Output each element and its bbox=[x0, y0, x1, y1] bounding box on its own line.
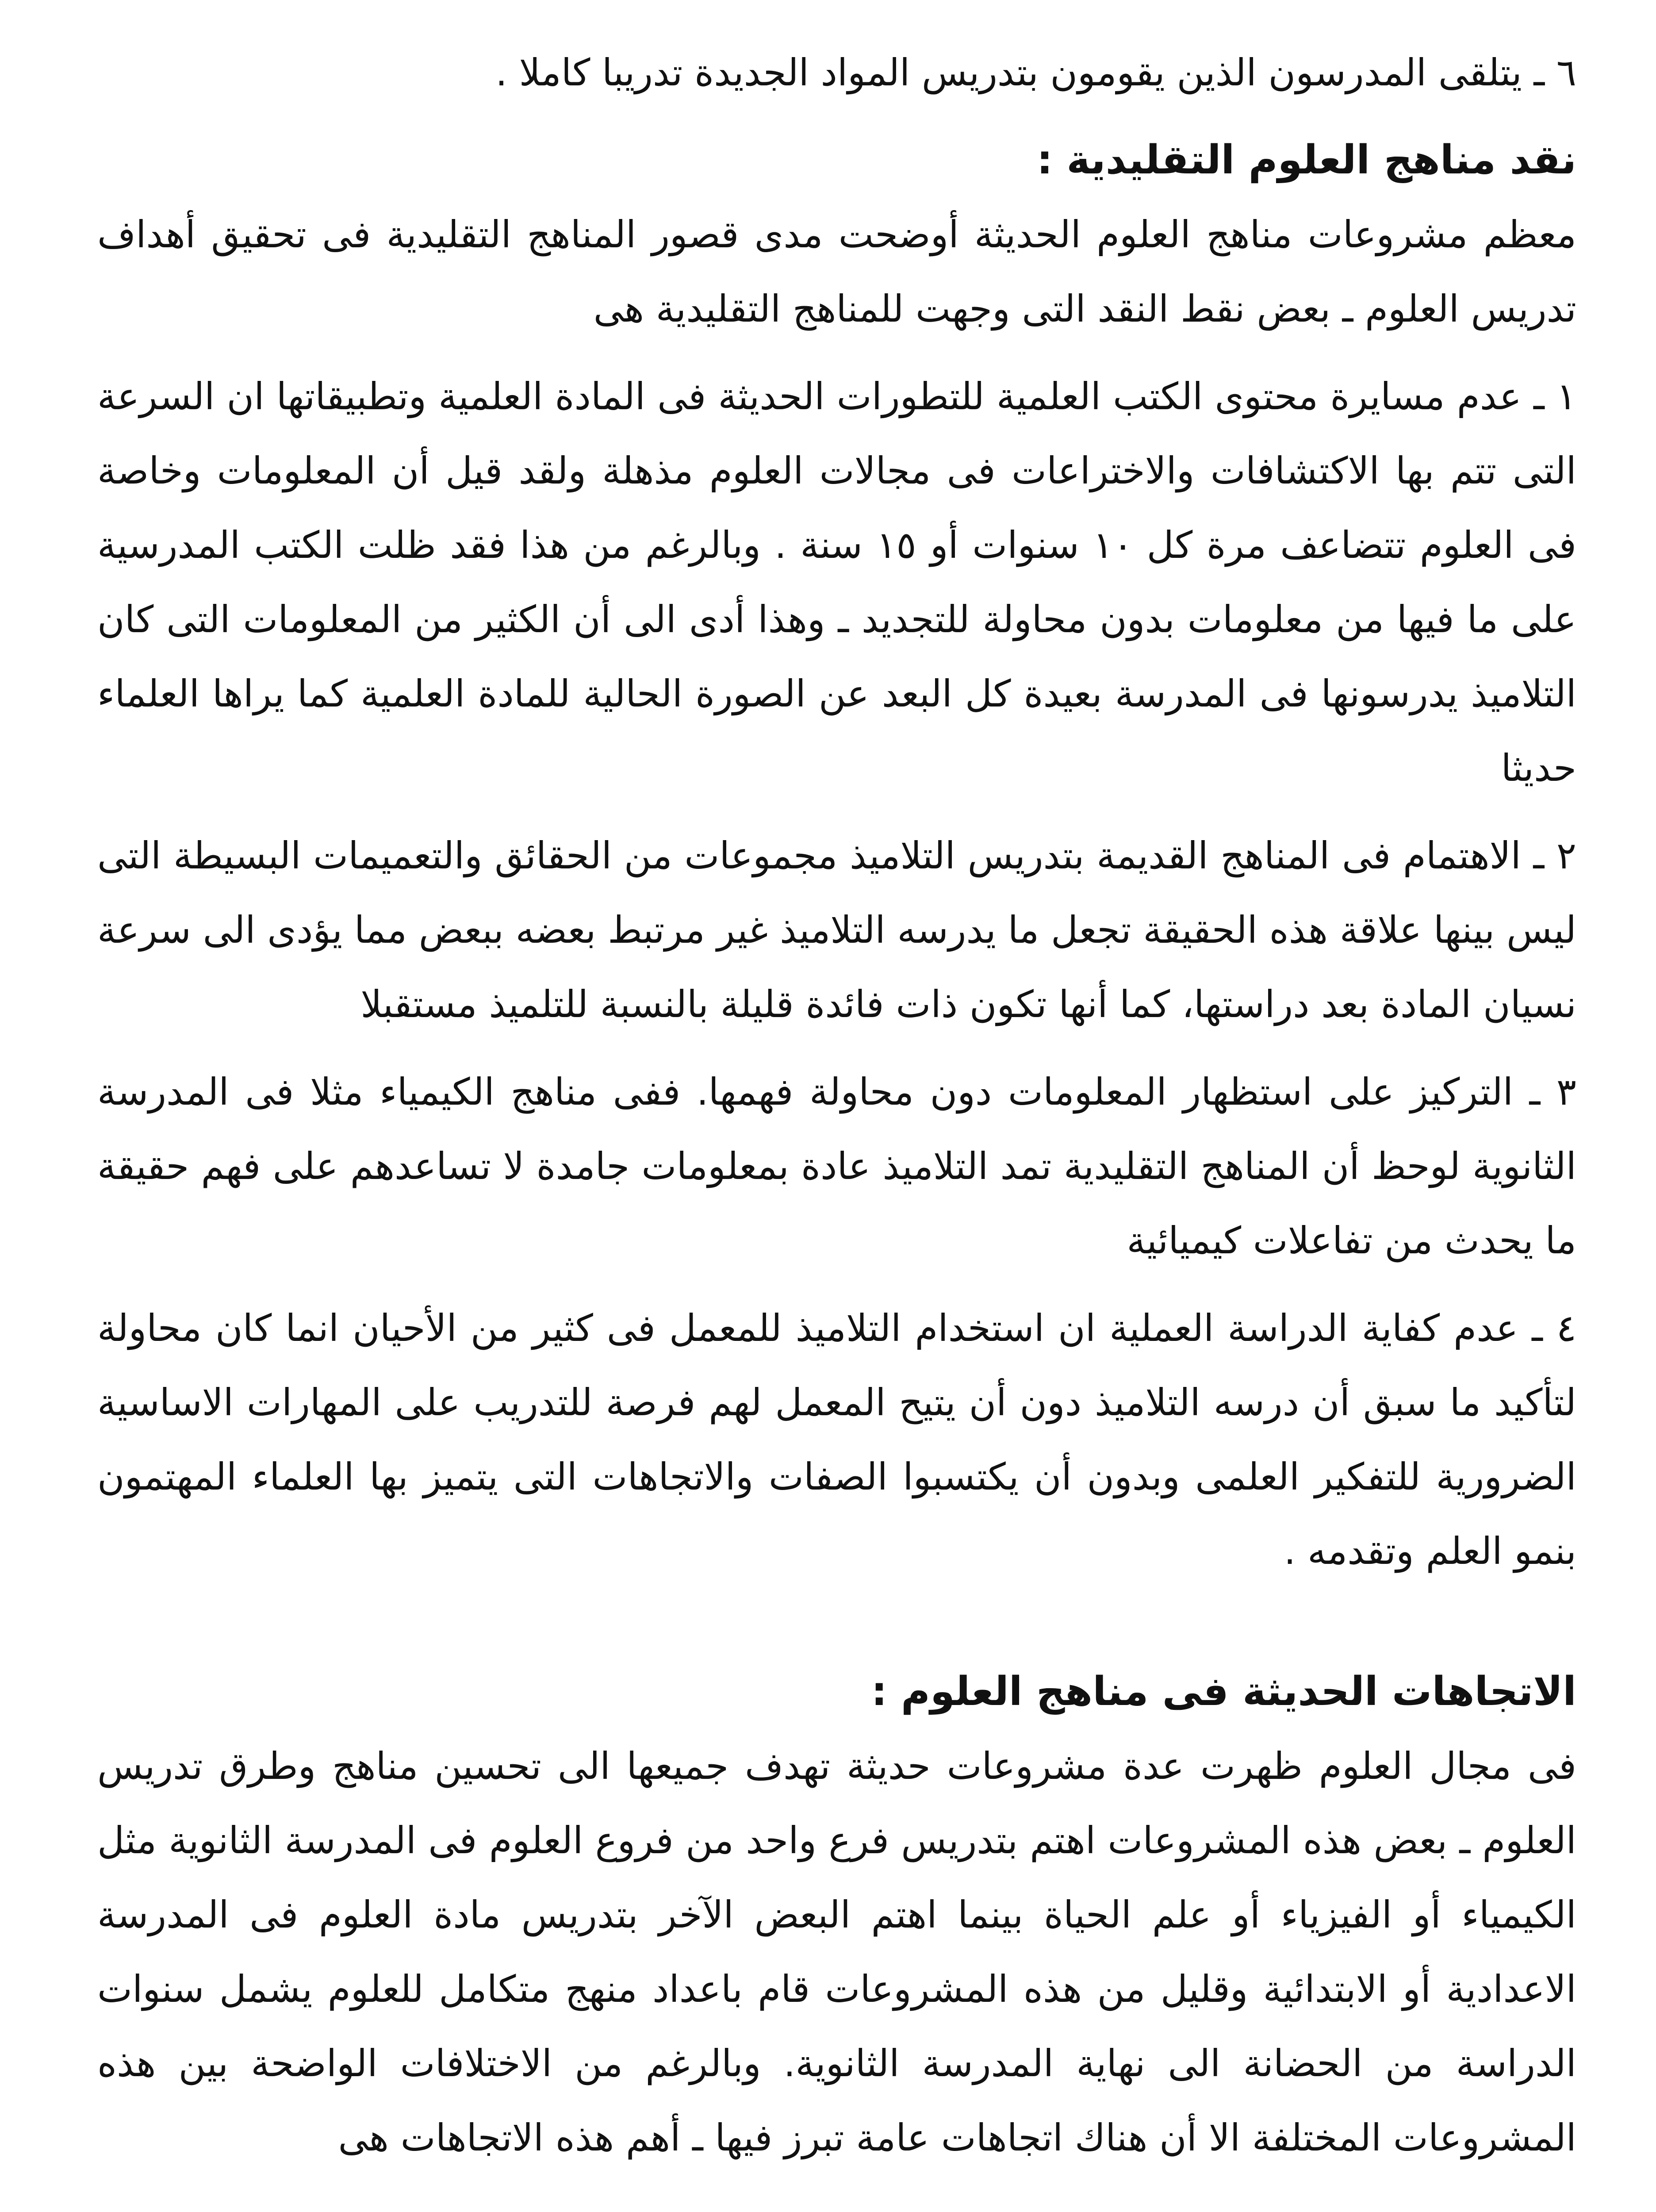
list-item-1: ١ ـ عدم مسايرة محتوى الكتب العلمية للتطورات الحديثة فى المادة العلمية وتطبيقاتها ان السرعة التى تتم بها الاكتشافات والاختراعات فى مجالات العلوم مذهلة ولقد قيل أن المعلومات وخاصة فى العلوم تتضاعف مرة كل ١٠ سنوات أو ١٥ سنة . وبالرغم من هذا فقد ظلت الكتب المدرسية على ما فيها من معلومات بدون محاولة للتجديد ـ وهذا أدى الى أن الكثير من المعلومات التى كان التلاميذ يدرسونها فى المدرسة بعيدة كل البعد عن الصورة الحالية للمادة العلمية كما يراها العلماء حديثا bbox=[97, 375, 1577, 790]
section-intro-paragraph: معظم مشروعات مناهج العلوم الحديثة أوضحت مدى قصور المناهج التقليدية فى تحقيق أهداف تدريس العلوم ـ بعض نقط النقد التى وجهت للمناهج التقليدية هى bbox=[97, 213, 1576, 330]
list-item-3: ٣ ـ التركيز على استظهار المعلومات دون محاولة فهمها. ففى مناهج الكيمياء مثلا فى المدرسة الثانوية لوحظ أن المناهج التقليدية تمد التلاميذ عادة بمعلومات جامدة لا تساعدهم على فهم حقيقة ما يحدث من تفاعلات كيميائية bbox=[97, 1070, 1576, 1262]
list-item-2: ٢ ـ الاهتمام فى المناهج القديمة بتدريس التلاميذ مجموعات من الحقائق والتعميمات البسيطة التى ليس بينها علاقة هذه الحقيقة تجعل ما يدرسه التلاميذ غير مرتبط بعضه ببعض مما يؤدى الى سرعة نسيان المادة بعد دراستها، كما أنها تكون ذات فائدة قليلة بالنسبة للتلميذ مستقبلا bbox=[97, 834, 1576, 1026]
document-page bbox=[97, 35, 1576, 2212]
section-heading-criticism: نقد مناهج العلوم التقليدية : bbox=[1037, 137, 1576, 183]
section-heading-modern-trends: الاتجاهات الحديثة فى مناهج العلوم : bbox=[871, 1668, 1576, 1715]
list-item-6: ٦ ـ يتلقى المدرسون الذين يقومون بتدريس المواد الجديدة تدريبا كاملا . bbox=[495, 51, 1576, 94]
list-item-4: ٤ ـ عدم كفاية الدراسة العملية ان استخدام التلاميذ للمعمل فى كثير من الأحيان انما كان محاولة لتأكيد ما سبق أن درسه التلاميذ دون أن يتيح المعمل لهم فرصة للتدريب على المهارات الاساسية الضرورية للتفكير العلمى وبدون أن يكتسبوا الصفات والاتجاهات التى يتميز بها العلماء المهتمون بنمو العلم وتقدمه . bbox=[97, 1306, 1576, 1573]
section-body-paragraph: فى مجال العلوم ظهرت عدة مشروعات حديثة تهدف جميعها الى تحسين مناهج وطرق تدريس العلوم ـ بعض هذه المشروعات اهتم بتدريس فرع واحد من فروع العلوم فى المدرسة الثانوية مثل الكيمياء أو الفيزياء أو علم الحياة بينما اهتم البعض الآخر بتدريس مادة العلوم فى المدرسة الاعدادية أو الابتدائية وقليل من هذه المشروعات قام باعداد منهج متكامل للعلوم يشمل سنوات الدراسة من الحضانة الى نهاية المدرسة الثانوية. وبالرغم من الاختلافات الواضحة بين هذه المشروعات المختلفة الا أن هناك اتجاهات عامة تبرز فيها ـ أهم هذه الاتجاهات هى bbox=[97, 1744, 1576, 2159]
